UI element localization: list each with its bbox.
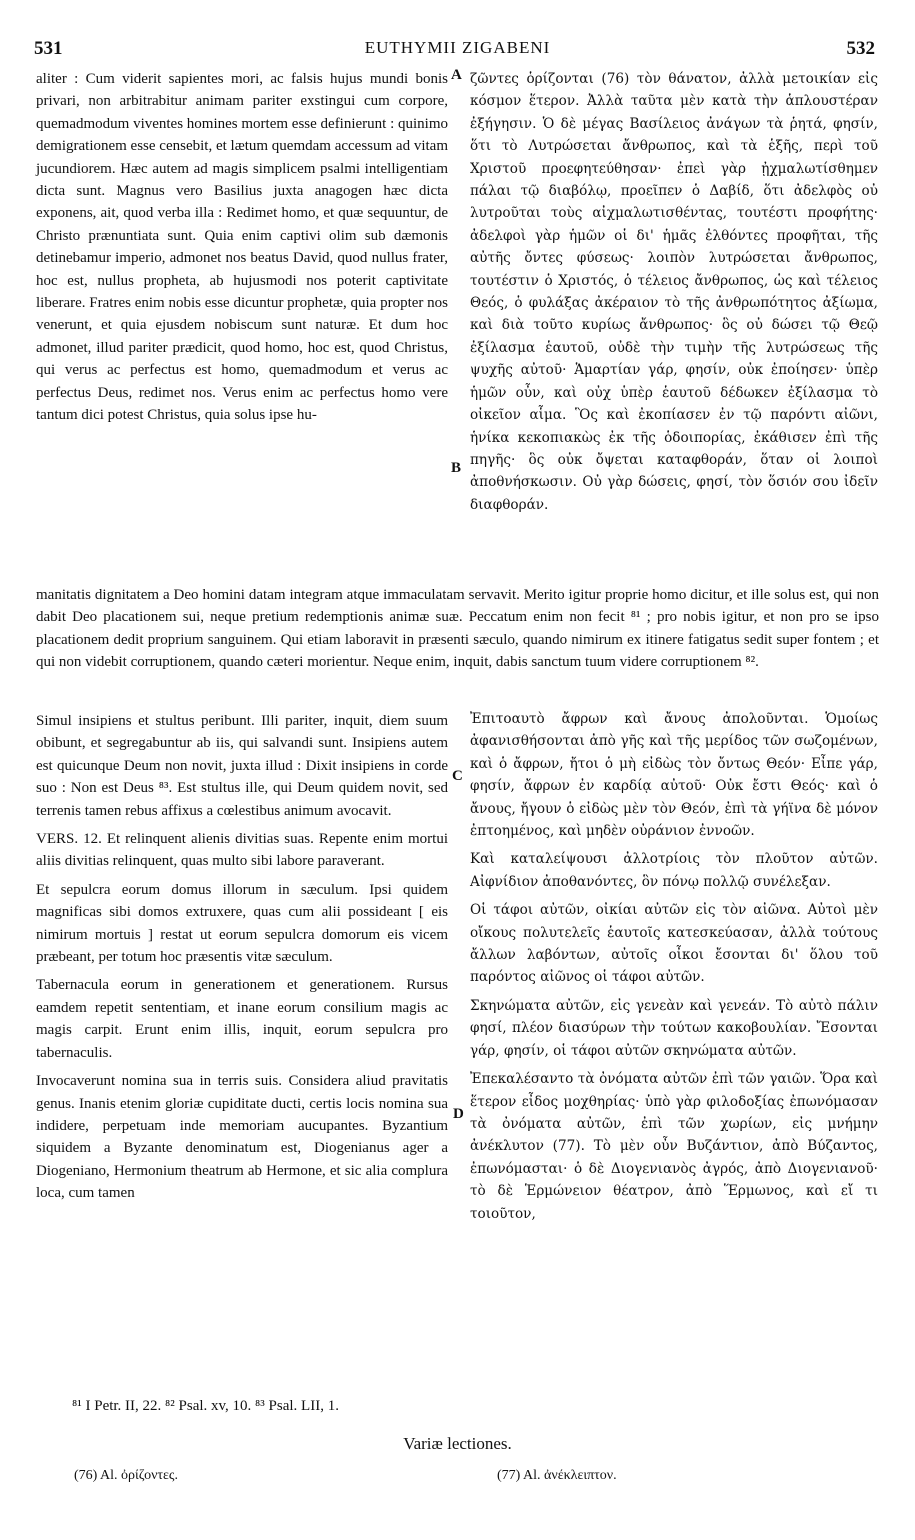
footnotes: ⁸¹ I Petr. II, 22. ⁸² Psal. xv, 10. ⁸³ Psal. LII, 1. bbox=[72, 1398, 339, 1414]
greek-paragraph: Ἐπιτοαυτὸ ἄφρων καὶ ἄνους ἀπολοῦνται. Ὁμοίως ἀφανισθήσονται ἀπὸ γῆς καὶ τῆς μερίδος τῶν σωζομένων, καὶ ὁ ἄφρων, ἤτοι ὁ μὴ εἰδὼς τὸν ὄντως Θεόν· Εἶπε γάρ, φησίν, ἄφρων ἐν καρδίᾳ αὐτοῦ· Οὐκ ἔστι Θεός· καὶ ὁ ἄνους, ἤγουν ὁ εἰδὼς μὲν τὸν Θεόν, ἐπὶ τὰ γήϊνα δὲ μόνον ἐπτοημένος, καὶ μηδὲν οὐράνιον ἐννοῶν. bbox=[470, 711, 878, 840]
greek-column-top bbox=[470, 68, 878, 516]
greek-paragraph: ζῶντες ὁρίζονται (76) τὸν θάνατον, ἀλλὰ μετοικίαν εἰς κόσμον ἕτερον. Ἀλλὰ ταῦτα μὲν κατὰ τὴν ἁπλουστέραν ἐξήγησιν. Ὁ δὲ μέγας Βασίλειος ἀνάγων τὰ ῥητά, φησίν, ὅτι τὸ Λυτρώσεται ἄνθρωπος, καὶ τὰ ἑξῆς, περὶ τοῦ Χριστοῦ προεφητεύθησαν· ἐπεὶ γὰρ ᾐχμαλωτίσθημεν πάλαι τῷ διαβόλῳ, προεῖπεν ὁ Δαβίδ, ὅτι ἀδελφὸς οὐ λυτροῦται τοὺς αἰχμαλωτισθέντας, τουτέστι προφήτης· ἀδελφοὶ γὰρ ἡμῶν οἱ δι' ἡμᾶς ἐλθόντες προφῆται, τῆς αὐτῆς ὄντες φύσεως· λοιπὸν λυτρώσεται ἄνθρωπος, τουτέστιν ὁ Χριστός, ὁ τέλειος ἄνθρωπος, ὡς καὶ τέλειος Θεός, ὁ φυλάξας ἀκέραιον τὸ τῆς ἀνθρωπότητος ἀξίωμα, καὶ διὰ τοῦτο κυρίως ἄνθρωπος· ὃς οὐ δώσει τῷ Θεῷ ἐξίλασμα ἑαυτοῦ, οὐδὲ τὴν τιμὴν τῆς λυτρώσεως τῆς ψυχῆς αὐτοῦ· Ἁμαρτίαν γάρ, φησίν, οὐκ ἐποίησεν· ὑπὲρ ἡμῶν οὖν, καὶ οὐχ ὑπὲρ ἑαυτοῦ δέδωκεν ἐξίλασμα τὸ οἰκεῖον αἷμα. Ὃς καὶ ἐκοπίασεν ἐν τῷ παρόντι αἰῶνι, ἡνίκα κεκοπιακὼς ἐκ τῆς ὁδοιπορίας, ἐκάθισεν ἐπὶ τῆς πηγῆς· ὃς οὐκ ὄψεται καταφθοράν, ὅταν οἱ λοιποὶ ἀποθνήσκωσιν. Οὐ γὰρ δώσεις, φησί, τὸν ὅσιόν σου ἰδεῖν διαφθοράν. bbox=[470, 71, 878, 513]
greek-paragraph: Ἐπεκαλέσαντο τὰ ὀνόματα αὐτῶν ἐπὶ τῶν γαιῶν. Ὅρα καὶ ἕτερον εἶδος μοχθηρίας· ὑπὸ γὰρ φιλοδοξίας ἐπωνόμασαν τὰ ὀνόματα αὐτῶν, ἐπὶ τῶν χωρίων, εἰς μνήμην ἀνέκλυτον (77). Τὸ μὲν οὖν Βυζάντιον, ἀπὸ Βύζαντος, ἐπωνόμασται· ὁ δὲ Διογενιανὸς ἀγρός, ἀπὸ Διογενιανοῦ· τὸ δὲ Ἑρμώνειον θέατρον, ἀπὸ Ἕρμωνος, καὶ εἴ τι τοιοῦτον, bbox=[470, 1071, 878, 1222]
latin-paragraph: Et sepulcra eorum domus illorum in sæculum. Ipsi quidem magnificas sibi domos extruxere, quas cum alii possideant [ eis nimirum mortuis ] restat ut eorum sepulcra domorum eis vicem præbeant, per totum hoc præsentis vitæ sæculum. bbox=[36, 881, 448, 966]
latin-paragraph: Invocaverunt nomina sua in terris suis. Considera aliud pravitatis genus. Inanis etenim gloriæ cupiditate ducti, certis locis nomina sua indidere, perpetuam inde memoriam aucupantes. Byzantium siquidem a Byzante denominatum est, Diogenianus ager a Diogeniano, Hermonium theatrum ab Hermone, et sic alia complura loca, cum tamen bbox=[36, 1073, 448, 1202]
latin-column-bottom bbox=[36, 710, 448, 1205]
running-title: EUTHYMII ZIGABENI bbox=[364, 38, 551, 57]
section-marker-a: A bbox=[451, 67, 462, 83]
greek-paragraph: Οἱ τάφοι αὐτῶν, οἰκίαι αὐτῶν εἰς τὸν αἰῶνα. Αὐτοὶ μὲν οἴκους πολυτελεῖς ἑαυτοῖς κατεσκεύασαν, ἀλλὰ τούτους ἄλλων λαβόντων, αὐτοῖς οἶκοι ἔσονται δι' ὅλου τοῦ παρόντος αἰῶνος οἱ τάφοι αὐτῶν. bbox=[470, 902, 878, 986]
page-number-left: 531 bbox=[34, 38, 63, 59]
latin-column-top bbox=[36, 68, 448, 427]
page-number-right: 532 bbox=[846, 38, 875, 59]
section-marker-d: D bbox=[453, 1106, 464, 1122]
running-header bbox=[0, 38, 915, 66]
latin-paragraph: Tabernacula eorum in generationem et generationem. Rursus eamdem repetit sententiam, et inane eorum consilium magis ac magis carpit. Erunt enim illis, inquit, eorum sepulcra pro tabernaculis. bbox=[36, 977, 448, 1061]
greek-paragraph: Σκηνώματα αὐτῶν, εἰς γενεὰν καὶ γενεάν. Τὸ αὐτὸ πάλιν φησί, πλέον διασύρων τὴν τούτων κακοβουλίαν. Ἔσονται γάρ, φησίν, οἱ τάφοι αὐτῶν σκηνώματα αὐτῶν. bbox=[470, 997, 878, 1059]
full-width-paragraph: manitatis dignitatem a Deo homini datam integram atque immaculatam servavit. Merito igitur proprie homo dicitur, et ille solus est, qui non dabit Deo placationem sui, neque pretium redemptionis animæ suæ. Peccatum enim non fecit ⁸¹ ; pro nobis igitur, et non pro se ipso placationem dedit proprium sanguinem. Qui etiam laboravit in præsenti sæculo, quando nimirum ex itinere fatigatus sedit super fontem ; et qui non videbit corruptionem, quando cæteri morientur. Neque enim, inquit, dabis sanctum tuum videre corruptionem ⁸². bbox=[36, 587, 879, 671]
greek-paragraph: Καὶ καταλείψουσι ἀλλοτρίοις τὸν πλοῦτον αὐτῶν. Αἰφνίδιον ἀποθανόντες, ὃν πόνῳ πολλῷ συνέλεξαν. bbox=[470, 851, 878, 890]
greek-column-bottom bbox=[470, 708, 878, 1225]
section-marker-b: B bbox=[451, 460, 462, 476]
latin-paragraph: aliter : Cum viderit sapientes mori, ac falsis hujus mundi bonis privari, non arbitrabitur animam pariter exstingui cum corpore, quemadmodum viventes homines mortem esse definierunt : quinimo demigrationem esse censebit, et lætum quemdam accessum ad vitam jucundiorem. Hæc autem ad magis simplicem psalmi intelligentiam dicta sunt. Magnus vero Basilius juxta anagogen hæc dicta exponens, ait, quod verba illa : Redimet homo, et quæ sequuntur, de Christo prænuntiata sunt. Quia enim captivi olim sub dæmonis detinebamur imperio, admonet nos beatus David, quod nullus frater, hoc est, nullus propheta, ab hujusmodi nos poterit captivitate liberare. Fratres enim nobis esse dicuntur prophetæ, quia propter nos venerunt, et quia ejusdem nobiscum sunt naturæ. Et dum hoc admonet, illud pariter prædicit, quod homo, hoc est, quod Christus, qui verus ac perfectus est homo, quemadmodum et verus ac perfectus Deus, redimet nos. Verus enim ac perfectus homo vere tantum dici potest Christus, quia solus ipse hu- bbox=[36, 71, 449, 424]
latin-paragraph: VERS. 12. Et relinquent alienis divitias suas. Repente enim mortui aliis divitias relinquent, quas multo sibi labore paraverant. bbox=[36, 831, 448, 870]
variant-reading: (77) Al. ἀνέκλειπτον. bbox=[497, 1468, 617, 1483]
variae-lectiones-heading: Variæ lectiones. bbox=[403, 1434, 512, 1453]
latin-paragraph: Simul insipiens et stultus peribunt. Illi pariter, inquit, diem suum obibunt, et segregabuntur ab iis, qui salvandi sunt. Insipiens autem est quicunque Deum non novit, juxta illud : Dixit insipiens in corde suo : Non est Deus ⁸³. Est stultus ille, qui Deum quidem novit, sed terrenis tamen rebus affixus a cœlestibus animum avocavit. bbox=[36, 713, 448, 819]
section-marker-c: C bbox=[452, 768, 463, 784]
variant-reading: (76) Al. ὀρίζοντες. bbox=[74, 1468, 178, 1483]
